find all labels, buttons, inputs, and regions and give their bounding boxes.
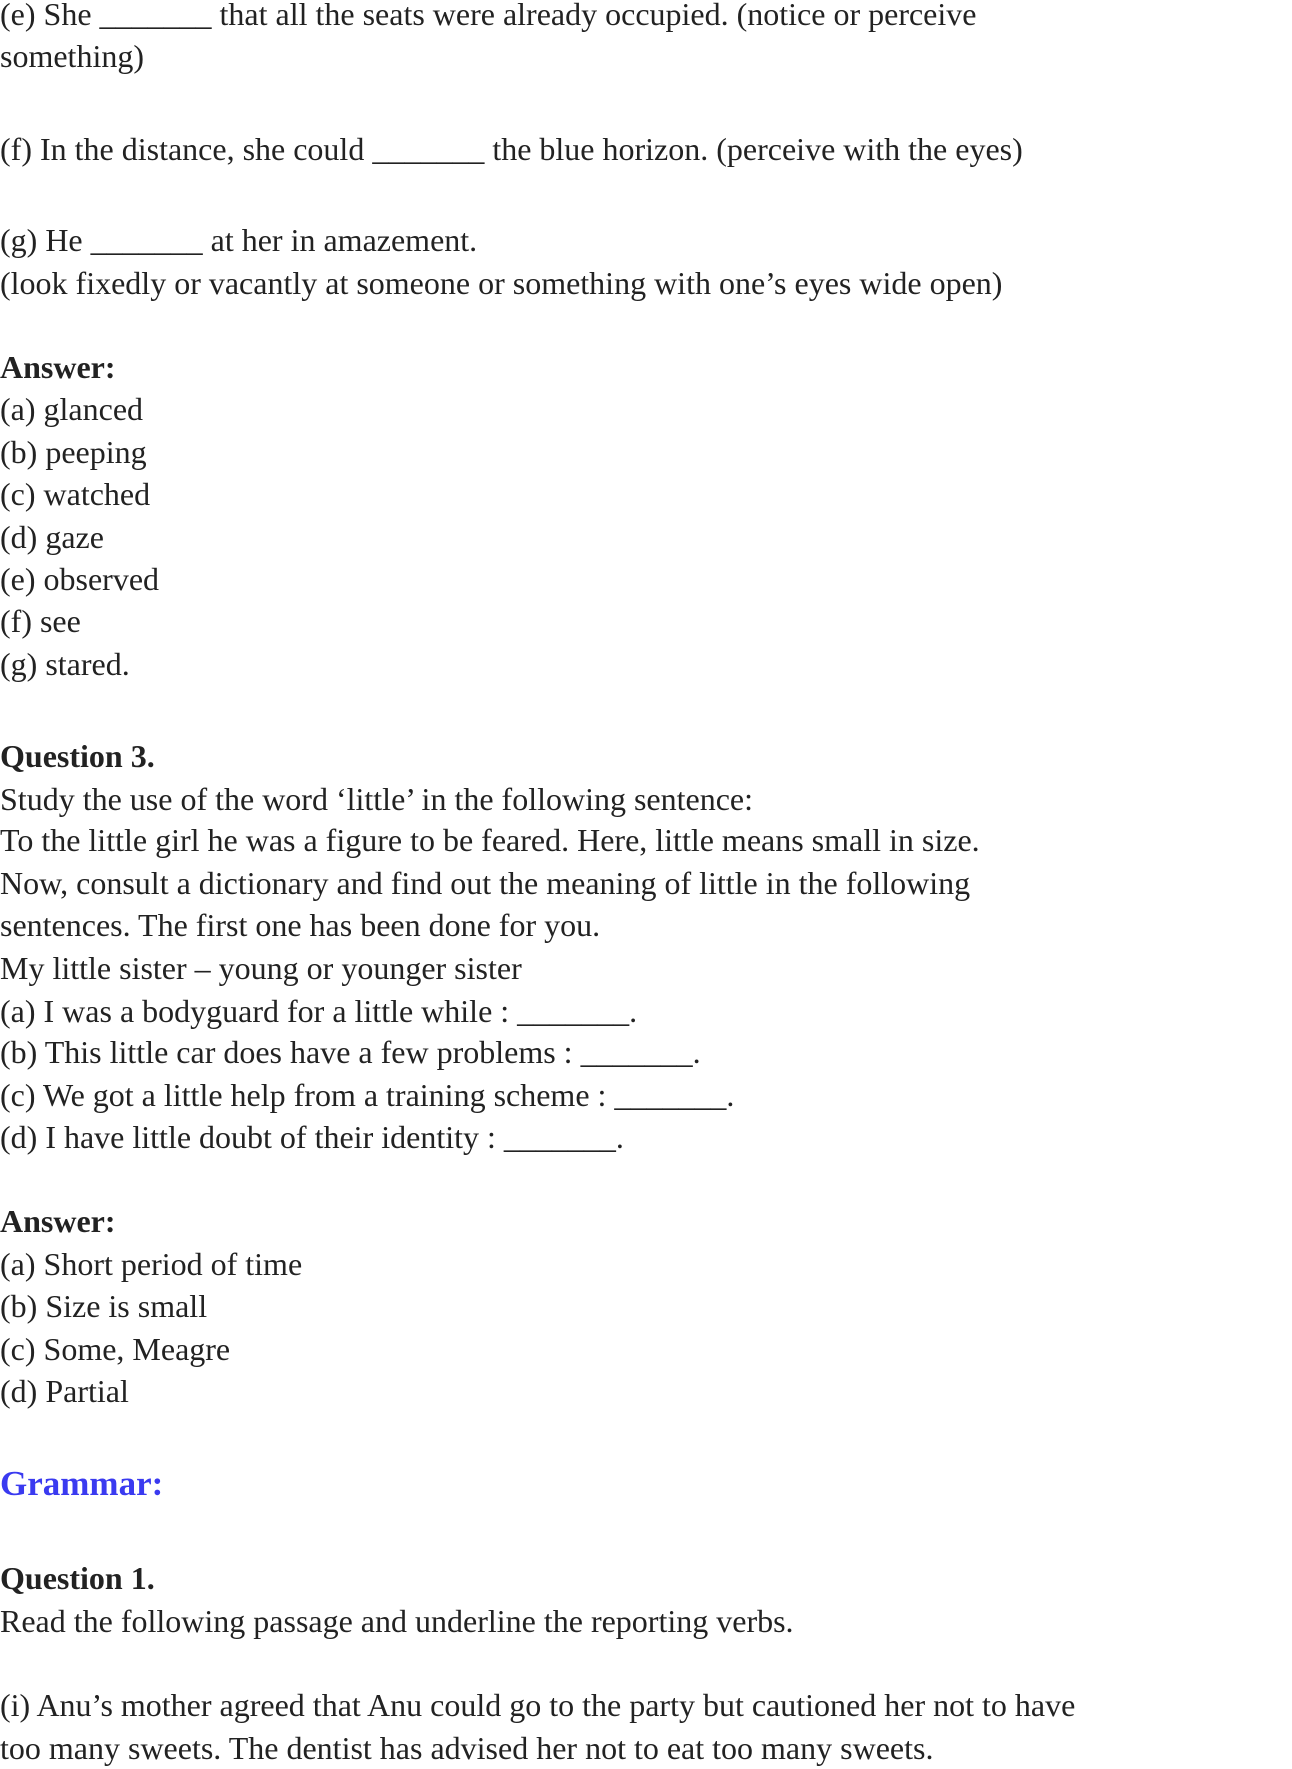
answer-item: (f) see	[0, 603, 81, 639]
passage-line: (i) Anu’s mother agreed that Anu could go to the party but cautioned her not to have	[0, 1687, 1076, 1723]
exercise-item-f: (f) In the distance, she could _______ the blue horizon. (perceive with the eyes)	[0, 131, 1023, 167]
exercise-item-e: (e) She _______ that all the seats were already occupied. (notice or perceive	[0, 0, 977, 32]
question-line: (c) We got a little help from a training scheme : _______.	[0, 1077, 735, 1113]
grammar-heading: Grammar:	[0, 1464, 164, 1503]
answer-item: (c) watched	[0, 476, 151, 512]
exercise-item-g: (g) He _______ at her in amazement.	[0, 222, 478, 258]
question-line: (d) I have little doubt of their identity : _______.	[0, 1119, 624, 1155]
answer-item: (a) glanced	[0, 391, 144, 427]
answer-item: (d) gaze	[0, 519, 104, 555]
answer-item: (e) observed	[0, 561, 160, 597]
question-line: My little sister – young or younger sister	[0, 950, 522, 986]
answer-item: (a) Short period of time	[0, 1246, 303, 1282]
question-instruction: Read the following passage and underline the reporting verbs.	[0, 1603, 794, 1639]
question-line: Now, consult a dictionary and find out the meaning of little in the following	[0, 865, 971, 901]
question-line: To the little girl he was a figure to be feared. Here, little means small in size.	[0, 822, 980, 858]
question-heading: Question 3.	[0, 738, 155, 774]
question-heading: Question 1.	[0, 1560, 155, 1596]
answer-item: (b) peeping	[0, 434, 147, 470]
passage-line: too many sweets. The dentist has advised her not to eat too many sweets.	[0, 1730, 934, 1766]
answer-item: (g) stared.	[0, 646, 130, 682]
exercise-item-e-cont: something)	[0, 38, 144, 74]
question-line: Study the use of the word ‘little’ in the following sentence:	[0, 781, 754, 817]
question-line: (a) I was a bodyguard for a little while : _______.	[0, 993, 638, 1029]
exercise-item-g-hint: (look fixedly or vacantly at someone or something with one’s eyes wide open)	[0, 265, 1003, 301]
question-line: sentences. The first one has been done for you.	[0, 907, 601, 943]
answer-item: (b) Size is small	[0, 1288, 208, 1324]
answer-heading: Answer:	[0, 1203, 116, 1239]
answer-item: (d) Partial	[0, 1373, 129, 1409]
question-line: (b) This little car does have a few problems : _______.	[0, 1034, 701, 1070]
answer-item: (c) Some, Meagre	[0, 1331, 231, 1367]
answer-heading: Answer:	[0, 349, 116, 385]
